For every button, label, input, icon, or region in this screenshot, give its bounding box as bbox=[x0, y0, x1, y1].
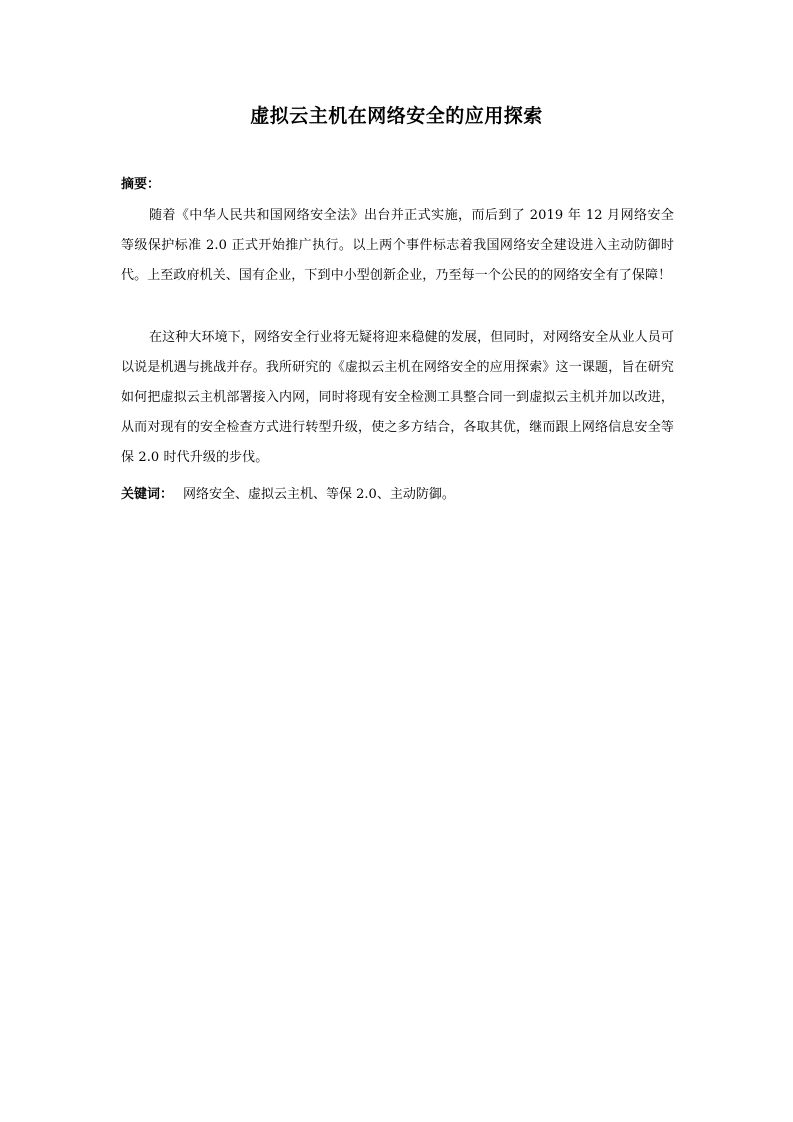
keywords-line bbox=[121, 484, 674, 506]
abstract-label: 摘要： bbox=[121, 177, 161, 192]
paper-title: 虚拟云主机在网络安全的应用探索 bbox=[250, 105, 543, 127]
keywords-text: 网络安全、虚拟云主机、等保 2.0、主动防御。 bbox=[183, 487, 455, 502]
keywords-label: 关键词： bbox=[121, 487, 174, 502]
abstract-paragraph-1: 随着《中华人民共和国网络安全法》出台并正式实施，而后到了 2019 年 12 月网络安全等级保护标准 2.0 正式开始推广执行。以上两个事件标志着我国网络安全建设进入主动防御时代。上至政府机关、国有企业，下到中小型创新企业，乃至每一个公民的的网络安全有了保障！ bbox=[121, 208, 674, 283]
abstract-paragraph-2: 在这种大环境下，网络安全行业将无疑将迎来稳健的发展，但同时，对网络安全从业人员可以说是机遇与挑战并存。我所研究的《虚拟云主机在网络安全的应用探索》这一课题，旨在研究如何把虚拟云主机部署接入内网，同时将现有安全检测工具整合同一到虚拟云主机并加以改进，从而对现有的安全检查方式进行转型升级，使之多方结合，各取其优，继而跟上网络信息安全等保 2.0 时代升级的步伐。 bbox=[121, 330, 674, 465]
